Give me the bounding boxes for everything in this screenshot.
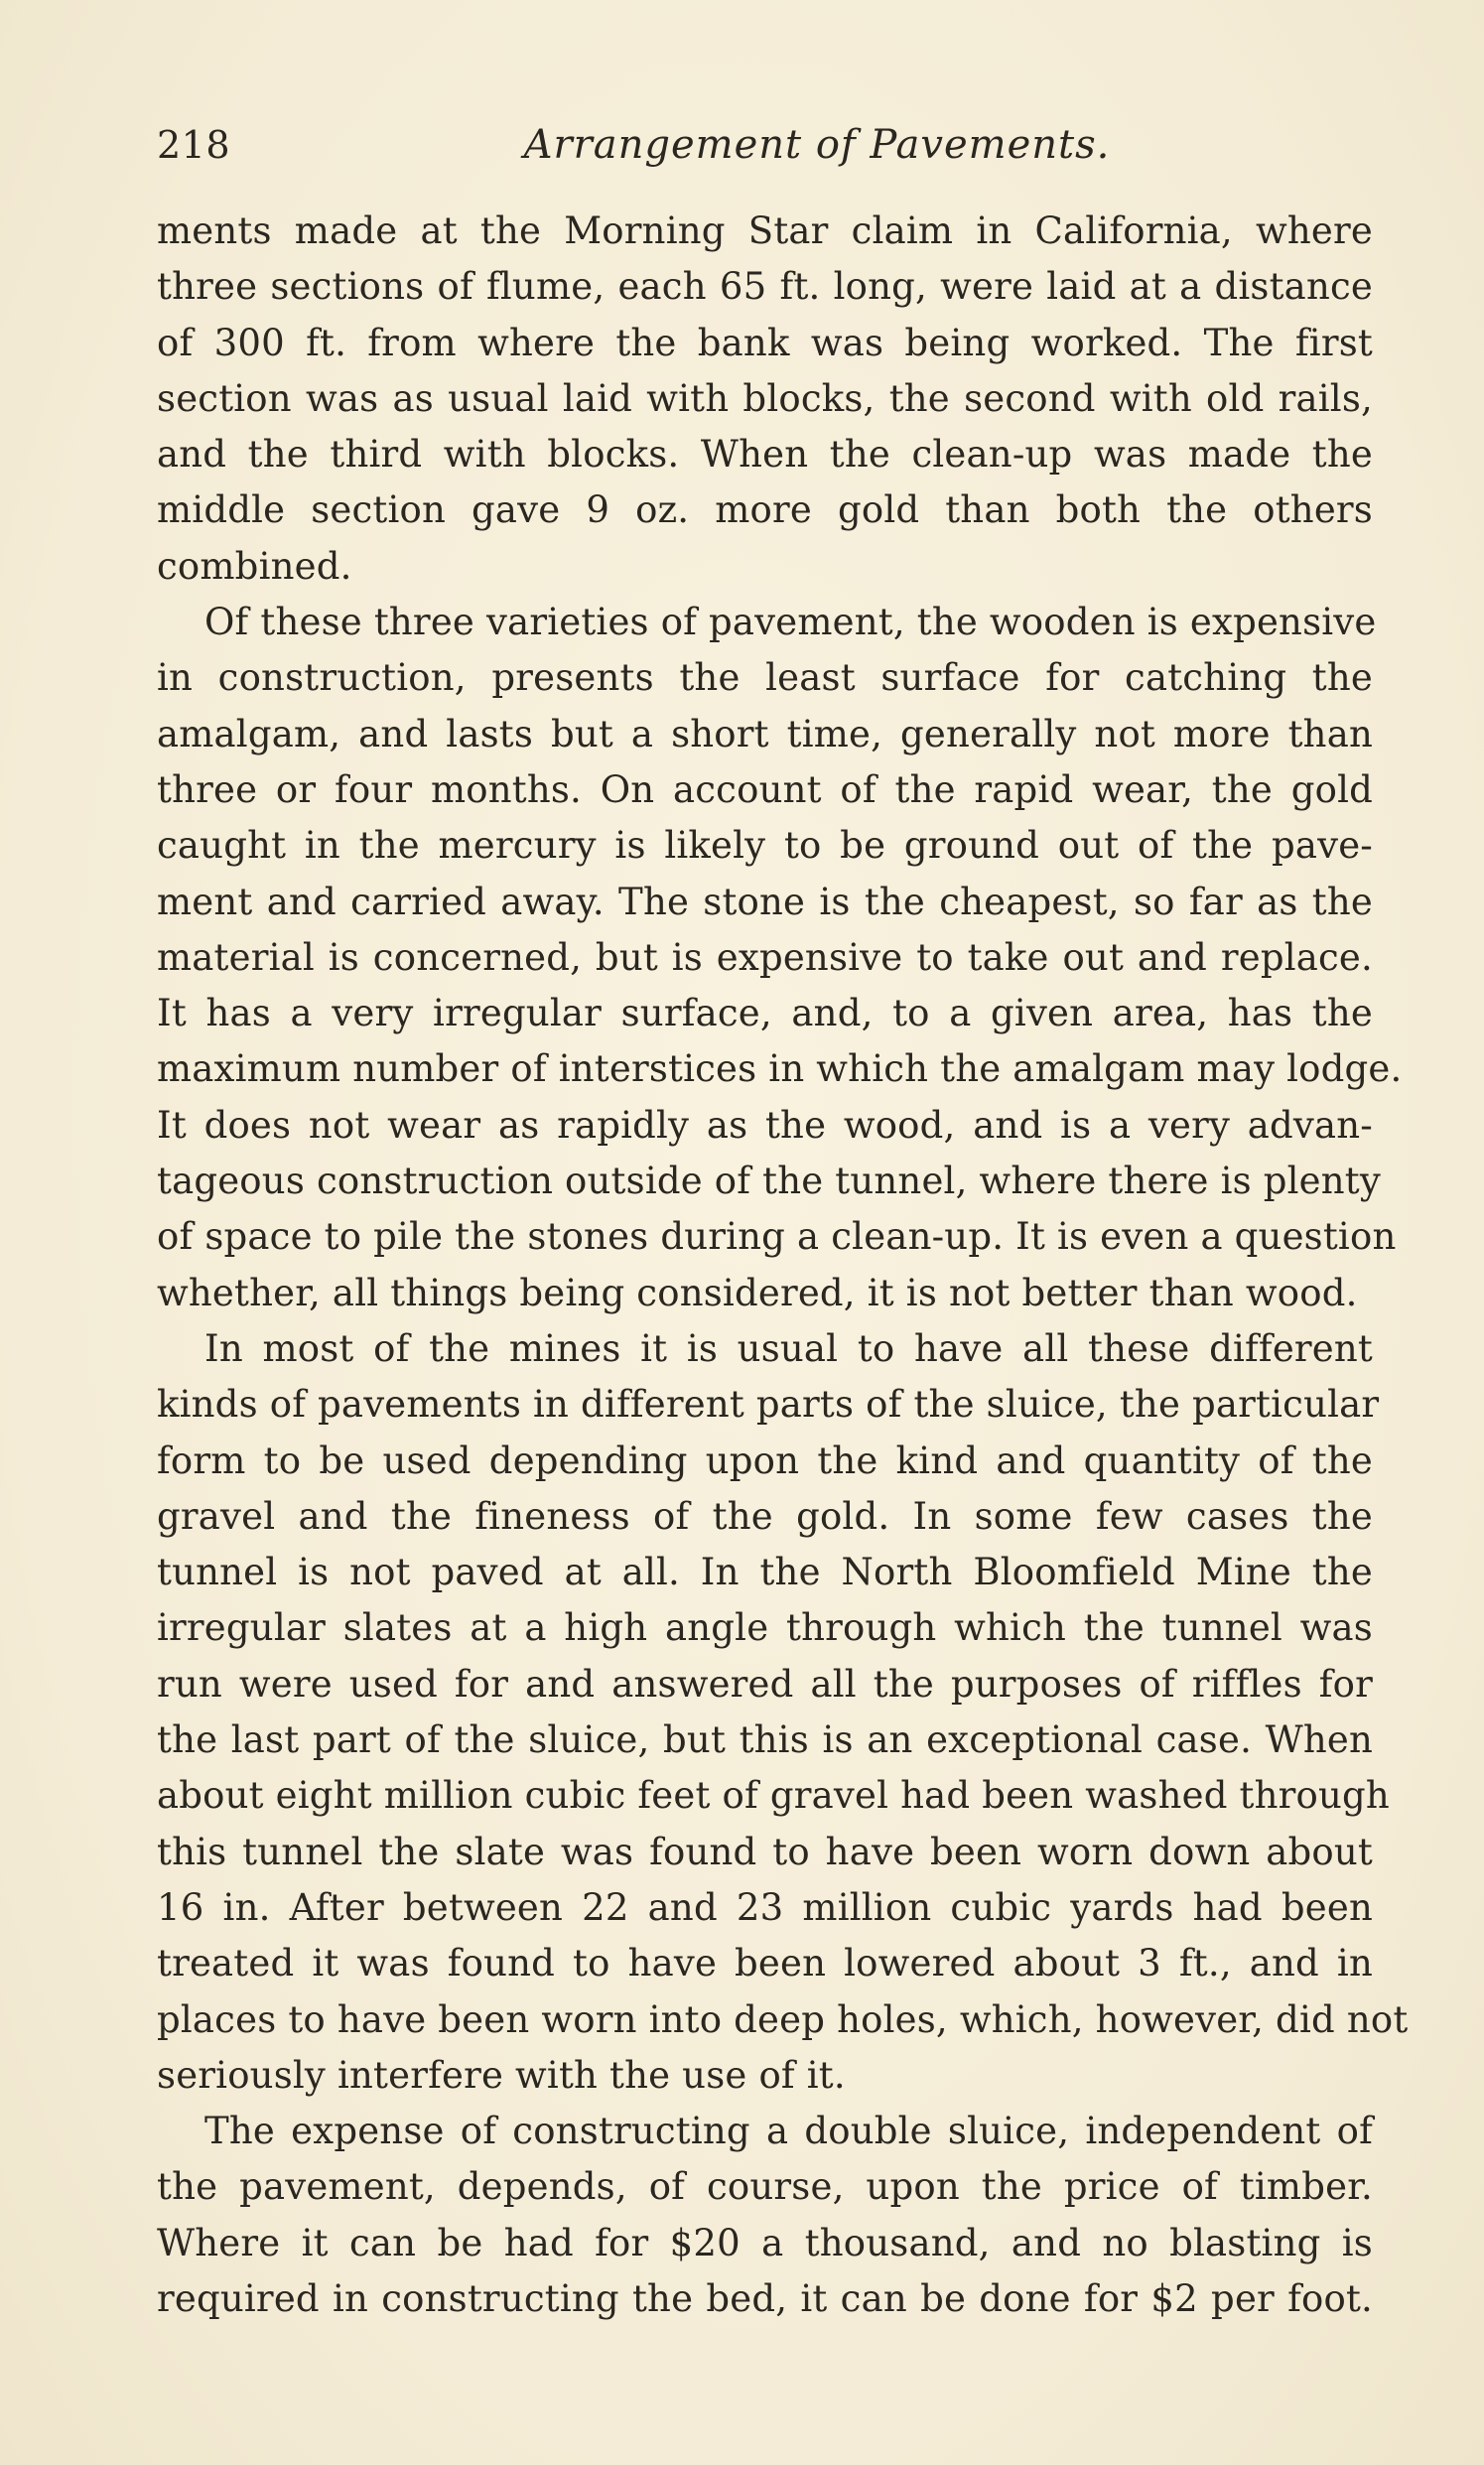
text-line: about eight million cubic feet of gravel had been washed through: [157, 1774, 1390, 1818]
text-line: In most of the mines it is usual to have all these different: [204, 1326, 1373, 1370]
text-line: It does not wear as rapidly as the wood, and is a very advan-: [157, 1103, 1373, 1147]
text-line: ments made at the Morning Star claim in California, where: [157, 209, 1373, 252]
text-line: combined.: [157, 544, 352, 588]
text-line: run were used for and answered all the purposes of riffles for: [157, 1662, 1373, 1706]
text-line: three or four months. On account of the rapid wear, the gold: [157, 767, 1373, 811]
text-line: caught in the mercury is likely to be ground out of the pave-: [157, 824, 1373, 868]
text-line: treated it was found to have been lowered about 3 ft., and in: [157, 1942, 1373, 1986]
text-line: three sections of flume, each 65 ft. long, were laid at a distance: [157, 265, 1373, 309]
text-line: form to be used depending upon the kind and quantity of the: [157, 1438, 1373, 1482]
page-header: [157, 115, 1378, 175]
text-line: places to have been worn into deep holes, which, however, did not: [157, 1997, 1409, 2041]
text-line: ment and carried away. The stone is the cheapest, so far as the: [157, 880, 1373, 923]
text-line: and the third with blocks. When the clean-up was made the: [157, 433, 1373, 477]
text-line: of space to pile the stones during a clean-up. It is even a question: [157, 1215, 1397, 1259]
text-line: of 300 ft. from where the bank was being worked. The first: [157, 321, 1373, 364]
text-line: in construction, presents the least surface for catching the: [157, 656, 1373, 700]
text-line: kinds of pavements in different parts of the sluice, the particular: [157, 1383, 1380, 1427]
text-line: seriously interfere with the use of it.: [157, 2053, 846, 2097]
text-line: The expense of constructing a double sluice, independent of: [204, 2110, 1373, 2153]
text-line: whether, all things being considered, it is not better than wood.: [157, 1271, 1358, 1314]
text-line: required in constructing the bed, it can be done for $2 per foot.: [157, 2276, 1373, 2320]
body-text: [157, 204, 1409, 2327]
text-line: this tunnel the slate was found to have been worn down about: [157, 1830, 1373, 1873]
text-line: It has a very irregular surface, and, to a given area, has the: [157, 992, 1373, 1035]
text-line: Of these three varieties of pavement, the wooden is expensive: [204, 601, 1377, 644]
text-line: material is concerned, but is expensive to take out and replace.: [157, 935, 1373, 979]
text-line: section was as usual laid with blocks, the second with old rails,: [157, 376, 1373, 420]
text-line: tunnel is not paved at all. In the North Bloomfield Mine the: [157, 1551, 1373, 1594]
text-line: irregular slates at a high angle through which the tunnel was: [157, 1606, 1373, 1650]
text-line: middle section gave 9 oz. more gold than both the others: [157, 488, 1373, 532]
text-line: the last part of the sluice, but this is an exceptional case. When: [157, 1718, 1373, 1762]
text-line: amalgam, and lasts but a short time, generally not more than: [157, 712, 1373, 755]
text-line: tageous construction outside of the tunnel, where there is plenty: [157, 1160, 1381, 1203]
text-line: Where it can be had for $20 a thousand, and no blasting is: [157, 2221, 1373, 2264]
running-title: Arrangement of Pavements.: [523, 122, 1111, 168]
text-line: gravel and the fineness of the gold. In some few cases the: [157, 1494, 1373, 1538]
page-number: 218: [157, 123, 231, 167]
text-line: 16 in. After between 22 and 23 million cubic yards had been: [157, 1885, 1373, 1929]
text-line: maximum number of interstices in which the amalgam may lodge.: [157, 1047, 1403, 1091]
text-line: the pavement, depends, of course, upon the price of timber.: [157, 2165, 1373, 2209]
